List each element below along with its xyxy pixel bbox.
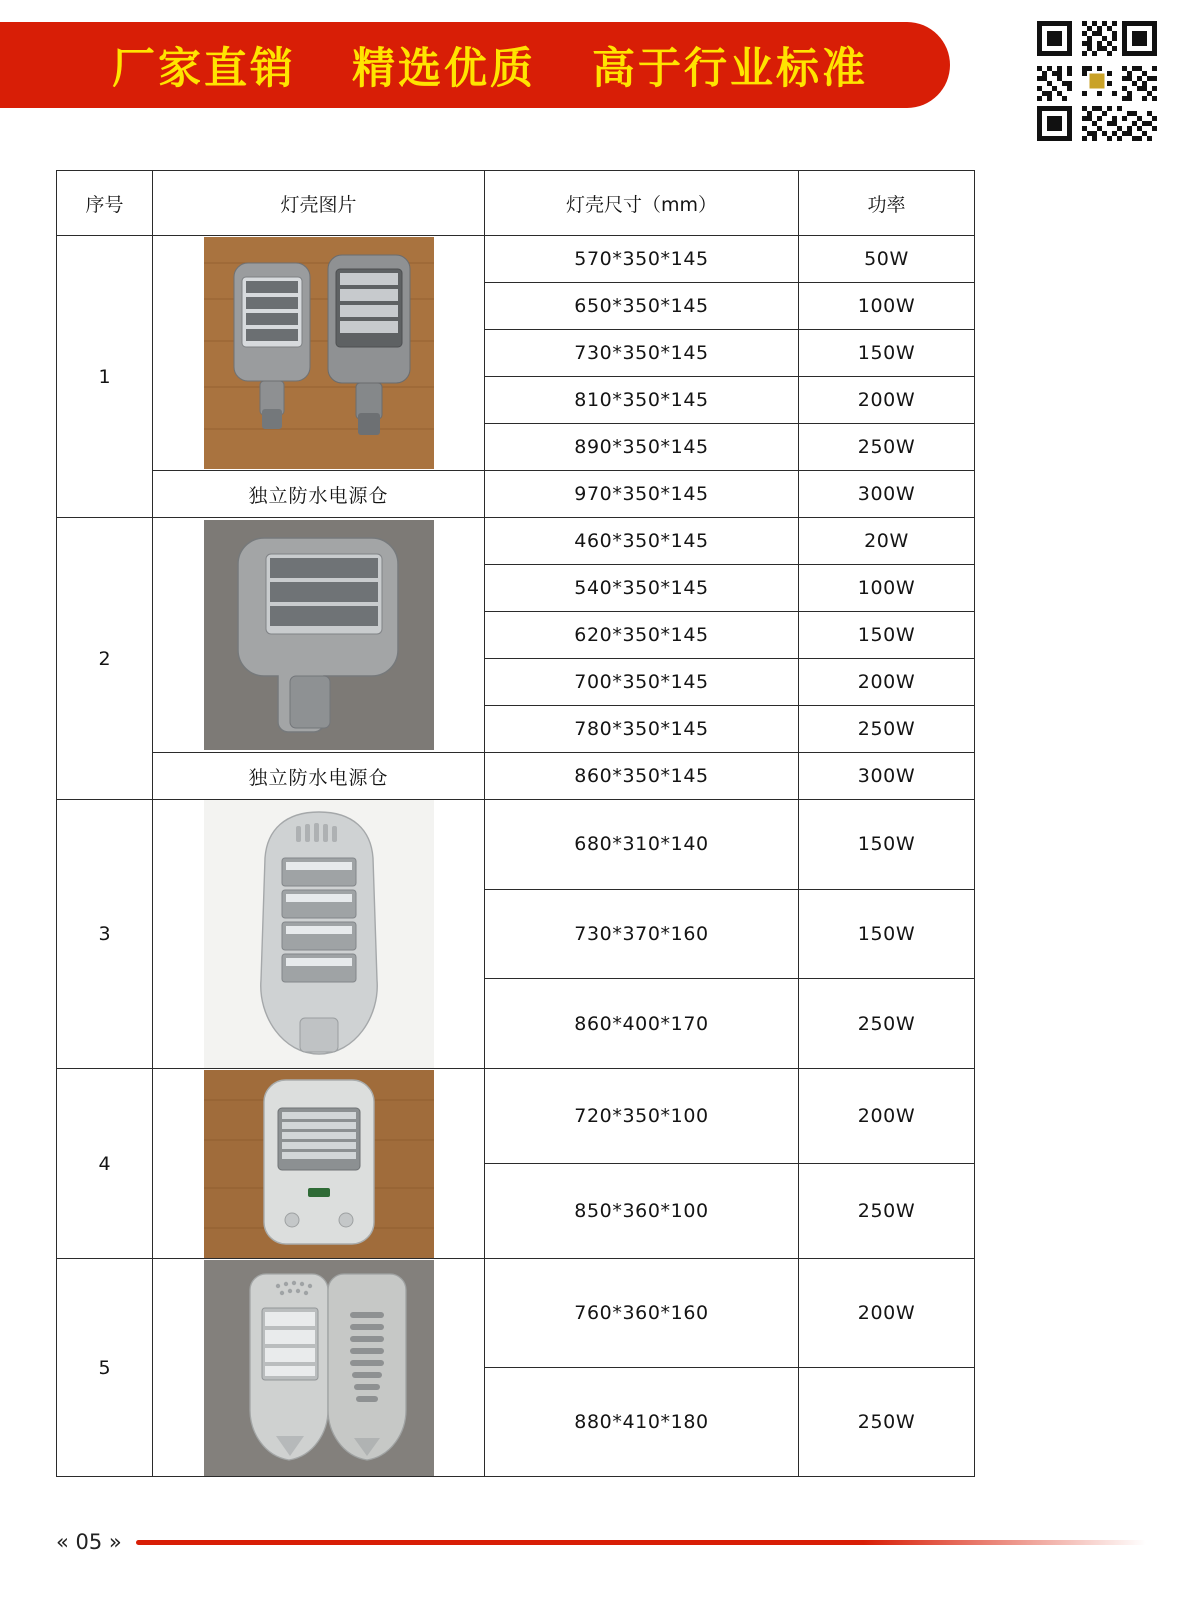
group-photo-4 — [153, 1069, 485, 1259]
banner-slogan-3: 高于行业标准 — [592, 43, 868, 94]
power-cell: 20W — [799, 518, 975, 565]
group-index-4: 4 — [57, 1069, 153, 1259]
size-cell: 700*350*145 — [485, 659, 799, 706]
power-cell: 250W — [799, 706, 975, 753]
group-index-2: 2 — [57, 518, 153, 800]
lamp-housing-photo-5 — [204, 1260, 434, 1476]
group-photo-5 — [153, 1259, 485, 1477]
header-power: 功率 — [799, 171, 975, 236]
size-cell: 650*350*145 — [485, 283, 799, 330]
power-cell: 250W — [799, 1164, 975, 1259]
table-header-row — [57, 171, 975, 236]
lamp-housing-photo-3 — [204, 800, 434, 1068]
table-row — [57, 753, 975, 800]
size-cell: 860*350*145 — [485, 753, 799, 800]
banner-slogan-1: 厂家直销 — [112, 43, 296, 94]
group-photo-2 — [153, 518, 485, 753]
power-cell: 200W — [799, 659, 975, 706]
size-cell: 540*350*145 — [485, 565, 799, 612]
group-index-1: 1 — [57, 236, 153, 518]
banner-slogans — [112, 35, 868, 96]
size-cell: 620*350*145 — [485, 612, 799, 659]
header-banner — [0, 22, 950, 108]
power-cell: 100W — [799, 565, 975, 612]
footer-divider — [136, 1540, 1146, 1545]
size-cell: 860*400*170 — [485, 979, 799, 1069]
group-photo-3 — [153, 800, 485, 1069]
size-cell: 880*410*180 — [485, 1368, 799, 1477]
power-cell: 200W — [799, 1069, 975, 1164]
spec-table — [56, 170, 975, 1477]
size-cell: 780*350*145 — [485, 706, 799, 753]
power-cell: 150W — [799, 800, 975, 890]
power-cell: 100W — [799, 283, 975, 330]
group-index-5: 5 — [57, 1259, 153, 1477]
size-cell: 970*350*145 — [485, 471, 799, 518]
group-index-3: 3 — [57, 800, 153, 1069]
power-cell: 300W — [799, 471, 975, 518]
header-size: 灯壳尺寸（mm） — [485, 171, 799, 236]
group-note-1: 独立防水电源仓 — [153, 471, 485, 518]
group-note-2: 独立防水电源仓 — [153, 753, 485, 800]
power-cell: 300W — [799, 753, 975, 800]
table-row — [57, 471, 975, 518]
power-cell: 200W — [799, 377, 975, 424]
size-cell: 460*350*145 — [485, 518, 799, 565]
size-cell: 760*360*160 — [485, 1259, 799, 1368]
qr-code-icon — [1032, 16, 1162, 146]
table-row — [57, 800, 975, 890]
power-cell: 150W — [799, 889, 975, 979]
power-cell: 150W — [799, 612, 975, 659]
power-cell: 50W — [799, 236, 975, 283]
lamp-housing-photo-2 — [204, 520, 434, 750]
banner-slogan-2: 精选优质 — [352, 43, 536, 94]
size-cell: 810*350*145 — [485, 377, 799, 424]
power-cell: 250W — [799, 1368, 975, 1477]
table-row — [57, 236, 975, 283]
header-image: 灯壳图片 — [153, 171, 485, 236]
spec-table-wrapper — [56, 170, 974, 1477]
group-photo-1 — [153, 236, 485, 471]
lamp-housing-photo-1 — [204, 237, 434, 469]
size-cell: 730*350*145 — [485, 330, 799, 377]
size-cell: 720*350*100 — [485, 1069, 799, 1164]
size-cell: 850*360*100 — [485, 1164, 799, 1259]
table-row — [57, 1069, 975, 1164]
page-footer — [56, 1530, 1146, 1554]
power-cell: 250W — [799, 979, 975, 1069]
size-cell: 890*350*145 — [485, 424, 799, 471]
power-cell: 250W — [799, 424, 975, 471]
lamp-housing-photo-4 — [204, 1070, 434, 1258]
table-row — [57, 1259, 975, 1368]
size-cell: 680*310*140 — [485, 800, 799, 890]
page-number: « 05 » — [56, 1530, 122, 1554]
table-row — [57, 518, 975, 565]
size-cell: 570*350*145 — [485, 236, 799, 283]
size-cell: 730*370*160 — [485, 889, 799, 979]
header-index: 序号 — [57, 171, 153, 236]
power-cell: 150W — [799, 330, 975, 377]
power-cell: 200W — [799, 1259, 975, 1368]
